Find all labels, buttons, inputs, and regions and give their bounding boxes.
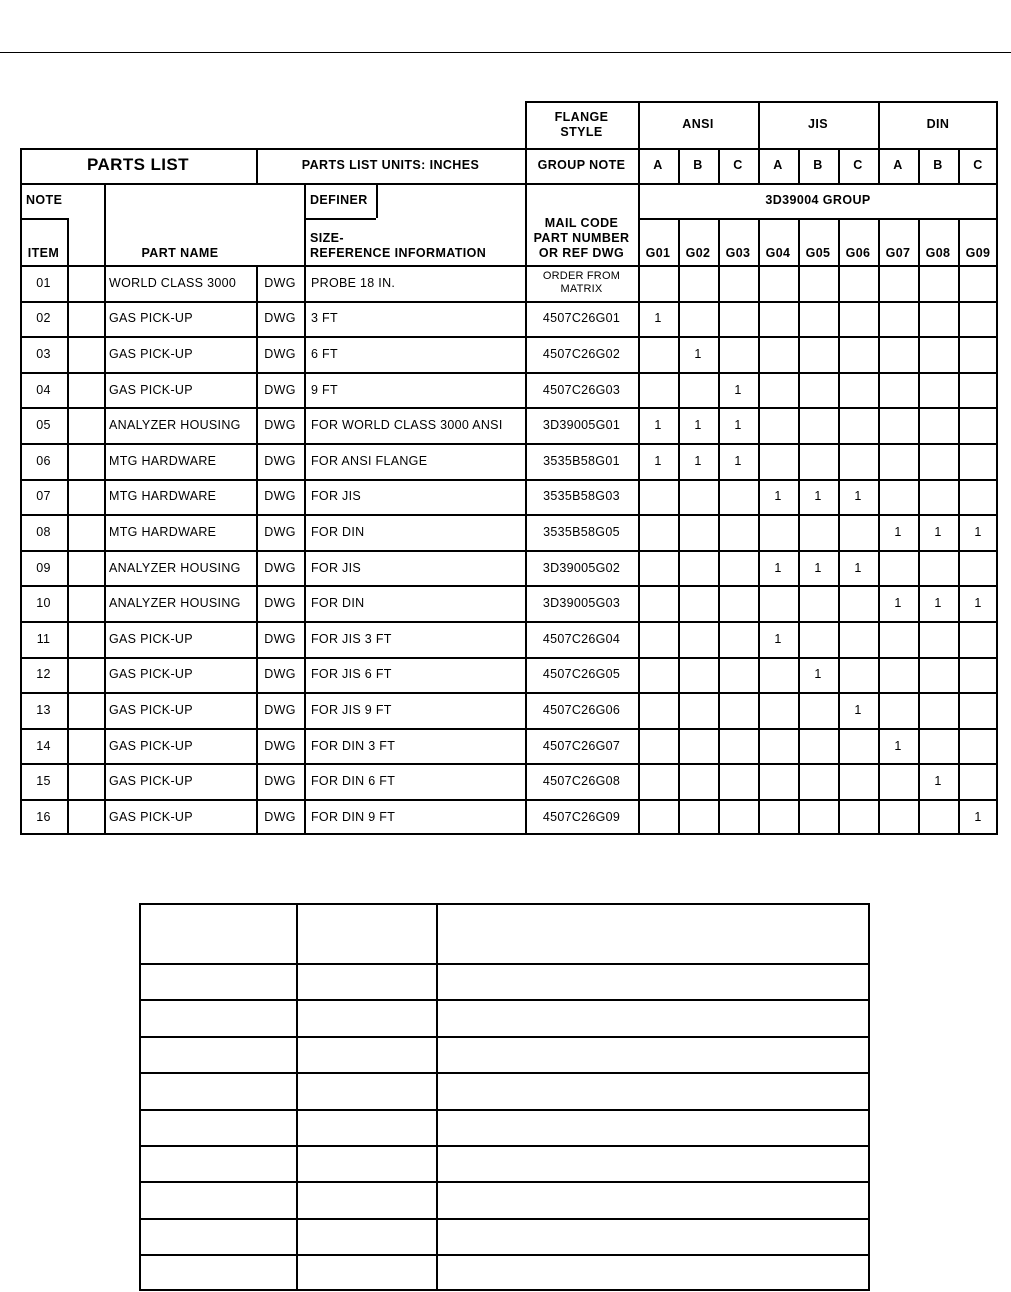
quantity-cell bbox=[958, 372, 998, 408]
size-reference: 9 FT bbox=[311, 382, 338, 397]
quantity-cell bbox=[638, 621, 678, 657]
quantity-cell bbox=[638, 692, 678, 728]
part-number: 4507C26G02 bbox=[542, 346, 621, 361]
part-name: MTG HARDWARE bbox=[109, 524, 217, 539]
quantity-cell: 1 bbox=[934, 524, 942, 539]
group-column-header: G02 bbox=[685, 246, 711, 260]
definer: DWG bbox=[264, 453, 296, 468]
quantity-cell bbox=[878, 336, 918, 372]
quantity-cell bbox=[838, 265, 878, 301]
quantity-cell: 1 bbox=[854, 489, 862, 504]
quantity-cell bbox=[758, 265, 798, 301]
quantity-cell bbox=[638, 799, 678, 835]
blank-col-line bbox=[436, 903, 438, 1291]
quantity-cell: 1 bbox=[734, 382, 742, 397]
parts-list-title: PARTS LIST bbox=[87, 155, 189, 174]
quantity-cell bbox=[758, 657, 798, 693]
quantity-cell: 1 bbox=[774, 489, 782, 504]
size-reference: FOR JIS 3 FT bbox=[311, 631, 392, 646]
size-reference: FOR DIN bbox=[311, 596, 365, 611]
flange-letter: A bbox=[653, 158, 663, 172]
quantity-cell bbox=[918, 657, 958, 693]
part-name: GAS PICK-UP bbox=[109, 702, 193, 717]
quantity-cell bbox=[638, 550, 678, 586]
quantity-cell bbox=[758, 692, 798, 728]
item-number: 13 bbox=[36, 702, 51, 717]
part-name: WORLD CLASS 3000 bbox=[109, 275, 237, 290]
flange-group-din: DIN bbox=[926, 117, 950, 131]
group-column-header: G01 bbox=[645, 246, 671, 260]
quantity-cell bbox=[718, 550, 758, 586]
definer: DWG bbox=[264, 631, 296, 646]
definer-box-line bbox=[376, 183, 378, 218]
flange-letter: C bbox=[733, 158, 743, 172]
quantity-cell bbox=[638, 514, 678, 550]
definer: DWG bbox=[264, 311, 296, 326]
quantity-cell bbox=[798, 585, 838, 621]
quantity-cell bbox=[958, 301, 998, 337]
quantity-cell: 1 bbox=[774, 560, 782, 575]
group-column-header: G05 bbox=[805, 246, 831, 260]
quantity-cell bbox=[918, 265, 958, 301]
quantity-cell: 1 bbox=[934, 774, 942, 789]
blank-row-line bbox=[139, 1036, 870, 1038]
part-number: 3D39005G02 bbox=[542, 560, 621, 575]
col-size-line bbox=[304, 183, 306, 835]
item-number: 14 bbox=[36, 738, 51, 753]
quantity-cell bbox=[838, 301, 878, 337]
blank-row-line bbox=[139, 1145, 870, 1147]
group-column-header: G08 bbox=[925, 246, 951, 260]
quantity-cell bbox=[638, 372, 678, 408]
part-number: 4507C26G08 bbox=[542, 774, 621, 789]
part-number: 3D39005G01 bbox=[542, 418, 621, 433]
part-number: 3D39005G03 bbox=[542, 596, 621, 611]
quantity-cell bbox=[718, 479, 758, 515]
flange-letter: A bbox=[773, 158, 783, 172]
part-number: 4507C26G01 bbox=[542, 311, 621, 326]
mail-code-label: MAIL CODE PART NUMBER OR REF DWG bbox=[533, 216, 630, 260]
definer: DWG bbox=[264, 809, 296, 824]
quantity-cell bbox=[678, 550, 718, 586]
quantity-cell: 1 bbox=[974, 596, 982, 611]
quantity-cell bbox=[918, 443, 958, 479]
size-reference: FOR ANSI FLANGE bbox=[311, 453, 428, 468]
quantity-cell bbox=[878, 799, 918, 835]
definer: DWG bbox=[264, 382, 296, 397]
definer: DWG bbox=[264, 489, 296, 504]
quantity-cell bbox=[958, 657, 998, 693]
quantity-cell: 1 bbox=[814, 560, 822, 575]
size-reference: FOR DIN 3 FT bbox=[311, 738, 396, 753]
quantity-cell bbox=[678, 372, 718, 408]
quantity-cell bbox=[798, 692, 838, 728]
quantity-cell bbox=[878, 479, 918, 515]
item-number: 01 bbox=[36, 275, 51, 290]
quantity-cell: 1 bbox=[694, 453, 702, 468]
quantity-cell bbox=[798, 514, 838, 550]
item-number: 12 bbox=[36, 667, 51, 682]
size-reference: FOR JIS 6 FT bbox=[311, 667, 392, 682]
page-top-rule bbox=[0, 52, 1011, 53]
definer: DWG bbox=[264, 702, 296, 717]
item-number: 02 bbox=[36, 311, 51, 326]
part-name: ANALYZER HOUSING bbox=[109, 596, 241, 611]
part-name: MTG HARDWARE bbox=[109, 489, 217, 504]
quantity-cell: 1 bbox=[854, 702, 862, 717]
item-number: 04 bbox=[36, 382, 51, 397]
quantity-cell bbox=[878, 372, 918, 408]
group-column-header: G06 bbox=[845, 246, 871, 260]
quantity-cell bbox=[958, 479, 998, 515]
flange-letter: A bbox=[893, 158, 903, 172]
size-reference: 6 FT bbox=[311, 346, 338, 361]
definer: DWG bbox=[264, 524, 296, 539]
quantity-cell bbox=[678, 657, 718, 693]
quantity-cell bbox=[798, 621, 838, 657]
quantity-cell: 1 bbox=[974, 524, 982, 539]
quantity-cell: 1 bbox=[894, 738, 902, 753]
quantity-cell bbox=[758, 443, 798, 479]
part-name: ANALYZER HOUSING bbox=[109, 418, 241, 433]
quantity-cell bbox=[678, 763, 718, 799]
part-number: 4507C26G09 bbox=[542, 809, 621, 824]
quantity-cell bbox=[798, 301, 838, 337]
quantity-cell bbox=[798, 265, 838, 301]
quantity-cell bbox=[838, 372, 878, 408]
quantity-cell bbox=[678, 728, 718, 764]
note-label: NOTE bbox=[26, 193, 63, 207]
quantity-cell bbox=[878, 301, 918, 337]
quantity-cell bbox=[758, 372, 798, 408]
quantity-cell bbox=[758, 585, 798, 621]
col-note-line bbox=[67, 218, 69, 835]
quantity-cell bbox=[638, 336, 678, 372]
group-column-header: G09 bbox=[965, 246, 991, 260]
quantity-cell: 1 bbox=[894, 596, 902, 611]
quantity-cell bbox=[838, 336, 878, 372]
group-column-header: G03 bbox=[725, 246, 751, 260]
quantity-cell bbox=[678, 585, 718, 621]
part-number: 4507C26G07 bbox=[542, 738, 621, 753]
flange-group-jis: JIS bbox=[808, 117, 828, 131]
quantity-cell bbox=[918, 372, 958, 408]
quantity-cell bbox=[918, 301, 958, 337]
quantity-cell bbox=[678, 692, 718, 728]
quantity-cell bbox=[798, 728, 838, 764]
quantity-cell bbox=[718, 621, 758, 657]
quantity-cell: 1 bbox=[654, 418, 662, 433]
quantity-cell bbox=[878, 443, 918, 479]
quantity-cell bbox=[798, 799, 838, 835]
part-name: GAS PICK-UP bbox=[109, 738, 193, 753]
quantity-cell bbox=[678, 799, 718, 835]
part-name: GAS PICK-UP bbox=[109, 774, 193, 789]
blank-row-line bbox=[139, 963, 870, 965]
quantity-cell bbox=[838, 443, 878, 479]
part-name: GAS PICK-UP bbox=[109, 631, 193, 646]
quantity-cell bbox=[838, 407, 878, 443]
group-column-header: G04 bbox=[765, 246, 791, 260]
part-number: 3535B58G03 bbox=[543, 489, 620, 504]
item-number: 06 bbox=[36, 453, 51, 468]
item-number: 05 bbox=[36, 418, 51, 433]
quantity-cell bbox=[638, 479, 678, 515]
blank-row-line bbox=[139, 1072, 870, 1074]
definer: DWG bbox=[264, 738, 296, 753]
quantity-cell bbox=[758, 407, 798, 443]
definer: DWG bbox=[264, 275, 296, 290]
quantity-cell: 1 bbox=[974, 809, 982, 824]
quantity-cell bbox=[838, 763, 878, 799]
quantity-cell bbox=[758, 799, 798, 835]
quantity-cell bbox=[718, 301, 758, 337]
quantity-cell bbox=[798, 407, 838, 443]
quantity-cell: 1 bbox=[694, 418, 702, 433]
quantity-cell bbox=[958, 443, 998, 479]
quantity-cell bbox=[678, 301, 718, 337]
quantity-cell bbox=[878, 407, 918, 443]
item-label: ITEM bbox=[27, 246, 60, 260]
quantity-cell bbox=[798, 372, 838, 408]
quantity-cell bbox=[798, 336, 838, 372]
group-column-header: G07 bbox=[885, 246, 911, 260]
quantity-cell bbox=[678, 621, 718, 657]
blank-row-line bbox=[139, 999, 870, 1001]
quantity-cell bbox=[878, 265, 918, 301]
part-name: ANALYZER HOUSING bbox=[109, 560, 241, 575]
quantity-cell: 1 bbox=[814, 667, 822, 682]
quantity-cell bbox=[838, 585, 878, 621]
part-name: GAS PICK-UP bbox=[109, 382, 193, 397]
size-reference: FOR DIN 9 FT bbox=[311, 809, 396, 824]
part-name-label: PART NAME bbox=[141, 246, 219, 260]
blank-col-line bbox=[296, 903, 298, 1291]
definer: DWG bbox=[264, 418, 296, 433]
quantity-cell bbox=[678, 479, 718, 515]
size-reference: FOR DIN bbox=[311, 524, 365, 539]
quantity-cell bbox=[838, 799, 878, 835]
quantity-cell bbox=[958, 692, 998, 728]
quantity-cell bbox=[758, 336, 798, 372]
flange-style-label: FLANGE STYLE bbox=[554, 109, 609, 139]
item-number: 09 bbox=[36, 560, 51, 575]
size-reference: FOR JIS 9 FT bbox=[311, 702, 392, 717]
item-number: 15 bbox=[36, 774, 51, 789]
quantity-cell bbox=[878, 621, 918, 657]
definer: DWG bbox=[264, 774, 296, 789]
item-number: 16 bbox=[36, 809, 51, 824]
item-number: 10 bbox=[36, 596, 51, 611]
quantity-cell bbox=[918, 407, 958, 443]
quantity-cell bbox=[958, 763, 998, 799]
quantity-cell bbox=[958, 621, 998, 657]
quantity-cell bbox=[878, 657, 918, 693]
quantity-cell bbox=[678, 265, 718, 301]
size-reference: FOR DIN 6 FT bbox=[311, 774, 396, 789]
quantity-cell: 1 bbox=[854, 560, 862, 575]
quantity-cell bbox=[638, 585, 678, 621]
item-number: 03 bbox=[36, 346, 51, 361]
quantity-cell bbox=[918, 336, 958, 372]
quantity-cell bbox=[958, 728, 998, 764]
quantity-cell bbox=[758, 514, 798, 550]
quantity-cell: 1 bbox=[734, 453, 742, 468]
quantity-cell: 1 bbox=[814, 489, 822, 504]
part-number: 4507C26G05 bbox=[542, 667, 621, 682]
part-number: 4507C26G06 bbox=[542, 702, 621, 717]
flange-letter: B bbox=[933, 158, 943, 172]
part-number: ORDER FROM MATRIX bbox=[542, 269, 621, 295]
quantity-cell bbox=[758, 763, 798, 799]
quantity-cell bbox=[718, 692, 758, 728]
quantity-cell bbox=[918, 692, 958, 728]
quantity-cell bbox=[798, 443, 838, 479]
blank-row-line bbox=[139, 1218, 870, 1220]
quantity-cell bbox=[918, 728, 958, 764]
quantity-cell bbox=[758, 301, 798, 337]
part-name: MTG HARDWARE bbox=[109, 453, 217, 468]
size-reference: FOR JIS bbox=[311, 560, 362, 575]
quantity-cell bbox=[638, 265, 678, 301]
flange-letter: C bbox=[973, 158, 983, 172]
part-number: 4507C26G04 bbox=[542, 631, 621, 646]
parts-list-units: PARTS LIST UNITS: INCHES bbox=[301, 158, 480, 172]
quantity-cell bbox=[958, 550, 998, 586]
quantity-cell bbox=[638, 763, 678, 799]
quantity-cell bbox=[878, 763, 918, 799]
size-reference: PROBE 18 IN. bbox=[311, 275, 396, 290]
quantity-cell bbox=[718, 657, 758, 693]
part-name: GAS PICK-UP bbox=[109, 346, 193, 361]
quantity-cell bbox=[718, 265, 758, 301]
quantity-cell: 1 bbox=[654, 453, 662, 468]
quantity-cell bbox=[918, 799, 958, 835]
size-reference-label: SIZE- REFERENCE INFORMATION bbox=[310, 231, 487, 260]
quantity-cell bbox=[918, 479, 958, 515]
quantity-cell: 1 bbox=[654, 311, 662, 326]
col-name-line bbox=[104, 183, 106, 835]
quantity-cell bbox=[718, 728, 758, 764]
part-number: 3535B58G01 bbox=[543, 453, 620, 468]
quantity-cell bbox=[838, 621, 878, 657]
item-number: 07 bbox=[36, 489, 51, 504]
quantity-cell bbox=[758, 728, 798, 764]
quantity-cell: 1 bbox=[734, 418, 742, 433]
quantity-cell: 1 bbox=[774, 631, 782, 646]
quantity-cell bbox=[678, 514, 718, 550]
quantity-cell bbox=[918, 550, 958, 586]
quantity-cell bbox=[958, 407, 998, 443]
definer: DWG bbox=[264, 667, 296, 682]
part-name: GAS PICK-UP bbox=[109, 667, 193, 682]
item-number: 11 bbox=[36, 631, 51, 646]
definer-label: DEFINER bbox=[310, 193, 368, 207]
quantity-cell: 1 bbox=[694, 346, 702, 361]
quantity-cell bbox=[958, 265, 998, 301]
quantity-cell bbox=[918, 621, 958, 657]
flange-letter: C bbox=[853, 158, 863, 172]
quantity-cell bbox=[718, 763, 758, 799]
quantity-cell bbox=[798, 763, 838, 799]
group-label: 3D39004 GROUP bbox=[765, 193, 871, 207]
part-name: GAS PICK-UP bbox=[109, 311, 193, 326]
group-note-label: GROUP NOTE bbox=[537, 158, 626, 172]
part-number: 4507C26G03 bbox=[542, 382, 621, 397]
quantity-cell bbox=[838, 514, 878, 550]
quantity-cell bbox=[718, 514, 758, 550]
size-reference: 3 FT bbox=[311, 311, 338, 326]
quantity-cell bbox=[878, 692, 918, 728]
quantity-cell: 1 bbox=[894, 524, 902, 539]
quantity-cell bbox=[878, 550, 918, 586]
flange-letter: B bbox=[813, 158, 823, 172]
quantity-cell bbox=[718, 585, 758, 621]
part-number: 3535B58G05 bbox=[543, 524, 620, 539]
quantity-cell bbox=[718, 336, 758, 372]
flange-group-ansi: ANSI bbox=[682, 117, 714, 131]
quantity-cell bbox=[838, 657, 878, 693]
blank-row-line bbox=[139, 1254, 870, 1256]
blank-row-line bbox=[139, 1109, 870, 1111]
part-name: GAS PICK-UP bbox=[109, 809, 193, 824]
quantity-cell bbox=[638, 728, 678, 764]
definer: DWG bbox=[264, 346, 296, 361]
size-reference: FOR WORLD CLASS 3000 ANSI bbox=[311, 418, 503, 433]
item-number: 08 bbox=[36, 524, 51, 539]
size-reference: FOR JIS bbox=[311, 489, 362, 504]
quantity-cell: 1 bbox=[934, 596, 942, 611]
quantity-cell bbox=[718, 799, 758, 835]
quantity-cell bbox=[838, 728, 878, 764]
definer: DWG bbox=[264, 560, 296, 575]
quantity-cell bbox=[638, 657, 678, 693]
definer: DWG bbox=[264, 596, 296, 611]
flange-letter: B bbox=[693, 158, 703, 172]
quantity-cell bbox=[958, 336, 998, 372]
blank-row-line bbox=[139, 1181, 870, 1183]
blank-table-frame bbox=[139, 903, 870, 1291]
